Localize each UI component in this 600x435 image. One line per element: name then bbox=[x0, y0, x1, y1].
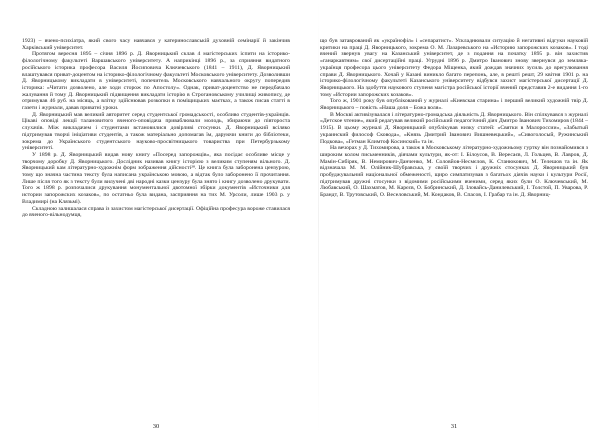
left-paragraph-2: Протягом вересня 1895 – січня 1896 р. Д. Яворницький склав 4 магістерських іспити на історико-філологічному факультеті Варшавського університету. А наприкінці 1896 р., за сприяння видатного російського історика професора Василя Йосиповича Ключевського (1841 – 1911), Д. Яворницький влаштувався приват-доцентом на історико-філологічному факультеті Московського університету. Дозволивши Д. Яворницькому викладати в університеті, попечитель Московського навчального округу попередив історика: «Читати дозволено, але ходи сторож по Апостолу». Однак, приват-доцентство не передбачало жалування й тому Д. Яворницький підвищення викладати історію в Строгановському училищі живопису, де отримував 46 руб. на місяць, а влітку здійснював розкопки в поміщицьких маєтках, а також писав статті в газети і журнали, давав приватні уроки. bbox=[22, 51, 290, 112]
right-paragraph-4: На вечорах у Д. Тихомирова, а також в Московському літературно-художньому гуртку він познайомився з широким колом письменників, діячами культури, як-от: І. Білоусов, В. Вересаєв, Л. Гольцев, В. Лавров, Д. Мамін-Сибіряк, В. Немирович-Данченко, М. Соловйов-Несмєлов, К. Станюкович, М. Телешов та ін. Як відзначала М. М. Олійник-Шубравська, у своїй творчих і дружніх стосунках Д. Яворницький був пробуджувальний національної обмеженості, щиро симпатизував з багатьох діячів науки і культури Росії, підтримував дружні стосунки з відомими російськими вченими, серед яких були О. Ключевський, М. Любавський, О. Шахматов, М. Карєєв, О. Бобринський, Д. Іловайсь-Данилевський, І. Толстой, П. Уварова, Р. Брандт, В. Трутовський, О. Веселовський, М. Кондаков, В. Спасов, І. Грабар та ін. Д. Яворниц- bbox=[320, 145, 588, 199]
left-paragraph-1: 1923) – вчено-психіатра, який свого часу навчався у катеринославській духовній семінарії й закінчив Харківський університет. bbox=[22, 38, 290, 51]
left-paragraph-4: У 1898 р. Д. Яворницький видав нову книгу «Посеред запорожців», яка посідає особливе місце у творчому доробку Д. Яворницького. Дослідник називав книгу історією з великим ступеням вільного. Д. Яворницький кам літературно-художнім форм зображення дійсності²⁸. Це книга була заборонена цензурою, тому що значна частина тексту була написана українською мовою, а відтак було заборонено її прочитання. Лише після того як з тексту були вилучені дві народні казки цензуру була знято і книгу дозволено друкувати. Того ж 1898 р. розпочалися друкування монументальної двотомної збірки документів «Источники для истории запорожских козаков», по остатньо була видана, засприяння на тих М. Урсоли, лише 1903 р. у Владимирі (на Клязьмі). bbox=[22, 151, 290, 205]
right-paragraph-3: В Москві активізувалася і літературно-громадська діяльність Д. Яворницького. Він спілкувався з журналі «Детское чтение», який редагував великий російський педагогічний діяч Дмитро Іванович Тихомиров (1844 – 1915). В цьому журналі Д. Яворницький опублікував низку статей: «Святки в Малороссии», «Забытый украинский философ Сковода», «Князь Дмитрий Іванович Вишневецький», «Сивоголосый, Ружинський Подкова», «Гетман Климтоф Косинский» та ін. bbox=[320, 111, 588, 145]
right-page-number: 31 bbox=[450, 423, 458, 430]
right-paragraph-2: Того ж, 1901 року був опублікований у журналі «Киевская старина» і перший великий художній твір Д. Яворницького – повість «Наша доля – Божа воля». bbox=[320, 98, 588, 112]
right-paragraph-1: що був затаврований як «українофіл» і «сепаратист». Ускладнювали ситуацію й негативні відгуки науковій критики на праці Д. Яворницького, зокрема О. М. Лазаревського на «Историю запорожских козаков». І тоді вчений звернув увагу на Казанський університет, де з подання на початку 1895 р. він захистив «ганаркавтним» свої дисертаційні праці. Угрудні 1896 р. Дмитро Іванович знову звернувся до земляка-українця професора цього університету Федора Міщенка, який дождав значних зусиль до врегулювання справи Д. Яворницького. Хочай у Казані виникло багато перепонь, але, в решті решт, 29 квітня 1901 р. на історико-філологічному факультеті Казанського університету відбувся захист магістерської дисертації Д. Яворницького. На здобуття наукового ступеня магістра російської історії вчений представив 2-е видання 1-го тому «Истории запорожских козаков». bbox=[320, 38, 588, 98]
page-fold bbox=[318, 0, 319, 435]
left-page-number: 30 bbox=[152, 423, 160, 430]
right-page bbox=[320, 38, 588, 435]
left-paragraph-5: Складною залишалася справа із захистом магістерської дисертації. Офіційна професура вороже ставилася до вченого-вільнодумця, bbox=[22, 205, 290, 219]
left-page bbox=[22, 38, 290, 435]
left-paragraph-3: Д. Яворницький мав великий авторитет серед студентської громадськості, особливо студентів-українців. Цікаві оповіді лекції талановитого вченого-оповідача приваблювали молодь, збираючи до півтороста слухачів. Між викладачем і студентами встановилися довірливі стосунки. Д. Яворницький всіляко підтримував творчі ініціативи студентів, а також матеріально допомагав їм, даруючи книги до бібліотеки, зокрема до Українського студентського науково-просвітницького товариства при Петербурзькому університеті. bbox=[22, 111, 290, 152]
